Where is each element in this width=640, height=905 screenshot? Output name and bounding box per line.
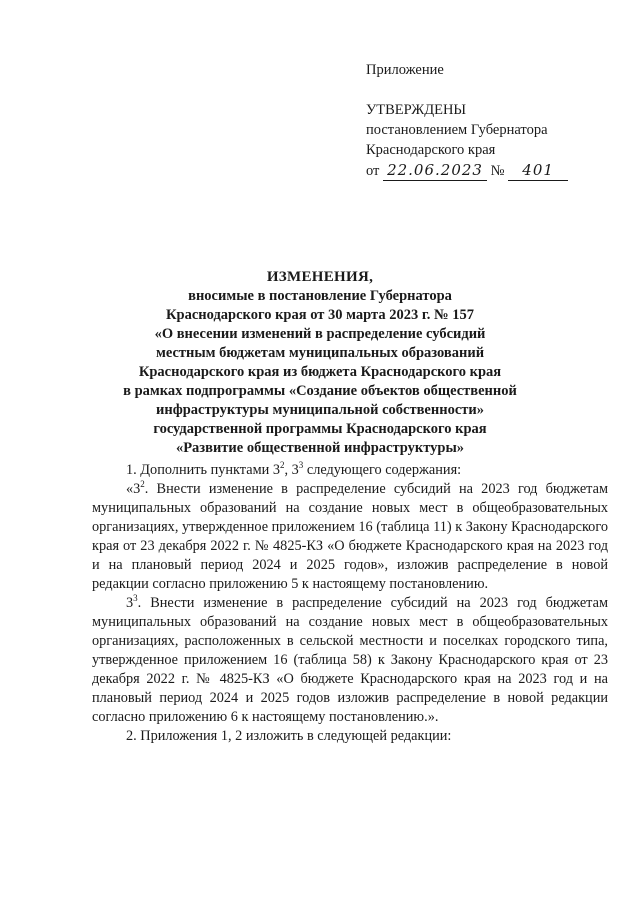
superscript: 2 [140, 479, 145, 490]
resolution-label: постановлением Губернатора [366, 122, 548, 138]
paragraph-4: 2. Приложения 1, 2 изложить в следующей редакции: [126, 728, 452, 744]
title-line: «Развитие общественной инфраструктуры» [175, 440, 465, 456]
title-line: «О внесении изменений в распределение субсидий [154, 326, 486, 342]
approved-label: УТВЕРЖДЕНЫ [366, 102, 467, 118]
document-body [92, 461, 608, 746]
paragraph-2 [92, 480, 608, 594]
title-heading: ИЗМЕНЕНИЯ, [266, 269, 374, 285]
number-label: № [490, 163, 505, 179]
text-run: 1. Дополнить пунктами 3 [126, 462, 280, 478]
text-run: следующего содержания: [303, 462, 462, 478]
appendix-label: Приложение [366, 62, 444, 78]
title-line: в рамках подпрограммы «Создание объектов общественной [123, 383, 517, 399]
title-line: Краснодарского края от 30 марта 2023 г. № 157 [166, 307, 474, 323]
superscript: 3 [298, 460, 304, 471]
title-line: вносимые в постановление Губернатора [188, 288, 452, 304]
paragraph-1 [92, 461, 608, 480]
text-run: 3 [126, 595, 134, 611]
spacer [366, 80, 626, 100]
date-number-line [366, 160, 626, 181]
title-line: государственной программы Краснодарского края [153, 421, 487, 437]
handwritten-date: 22.06.2023 [383, 160, 487, 181]
approval-header [366, 60, 626, 181]
superscript: 2 [280, 460, 285, 471]
paragraph-3 [92, 594, 608, 727]
text-run: , 3 [284, 462, 299, 478]
title-line: местным бюджетам муниципальных образований [155, 345, 485, 361]
title-line: Краснодарского края из бюджета Краснодарского края [138, 364, 502, 380]
text-run: «3 [126, 481, 141, 497]
region-label: Краснодарского края [366, 142, 496, 158]
text-run: . Внести изменение в распределение субсидий на 2023 год бюджетам муниципальных образований на создание новых мест в общеобразовательных организациях, утвержденное приложением 16 (таблица 11) к Закону Краснодарского края от 23 декабря 2022 г. № 4825-КЗ «О бюджете Краснодарского края на 2023 год и на плановый период 2024 и 2025 годов», изложив распределение в новой редакции согласно приложению 5 к настоящему постановлению. [92, 481, 608, 592]
text-run: . Внести изменение в распределение субсидий на 2023 год бюджетам муниципальных образований на создание новых мест в общеобразовательных организациях, расположенных в сельской местности и поселках городского типа, утвержденное приложением 16 (таблица 58) к Закону Краснодарского края от 23 декабря 2022 г. № 4825-КЗ «О бюджете Краснодарского края на 2023 год и на плановый период 2024 и 2025 годов изложив распределение в новой редакции согласно приложению 6 к настоящему постановлению.». [92, 595, 608, 725]
superscript: 3 [133, 593, 138, 604]
document-title [60, 268, 580, 458]
handwritten-number: 401 [508, 160, 568, 181]
title-line: инфраструктуры муниципальной собственности» [155, 402, 484, 418]
from-label: от [366, 163, 380, 179]
